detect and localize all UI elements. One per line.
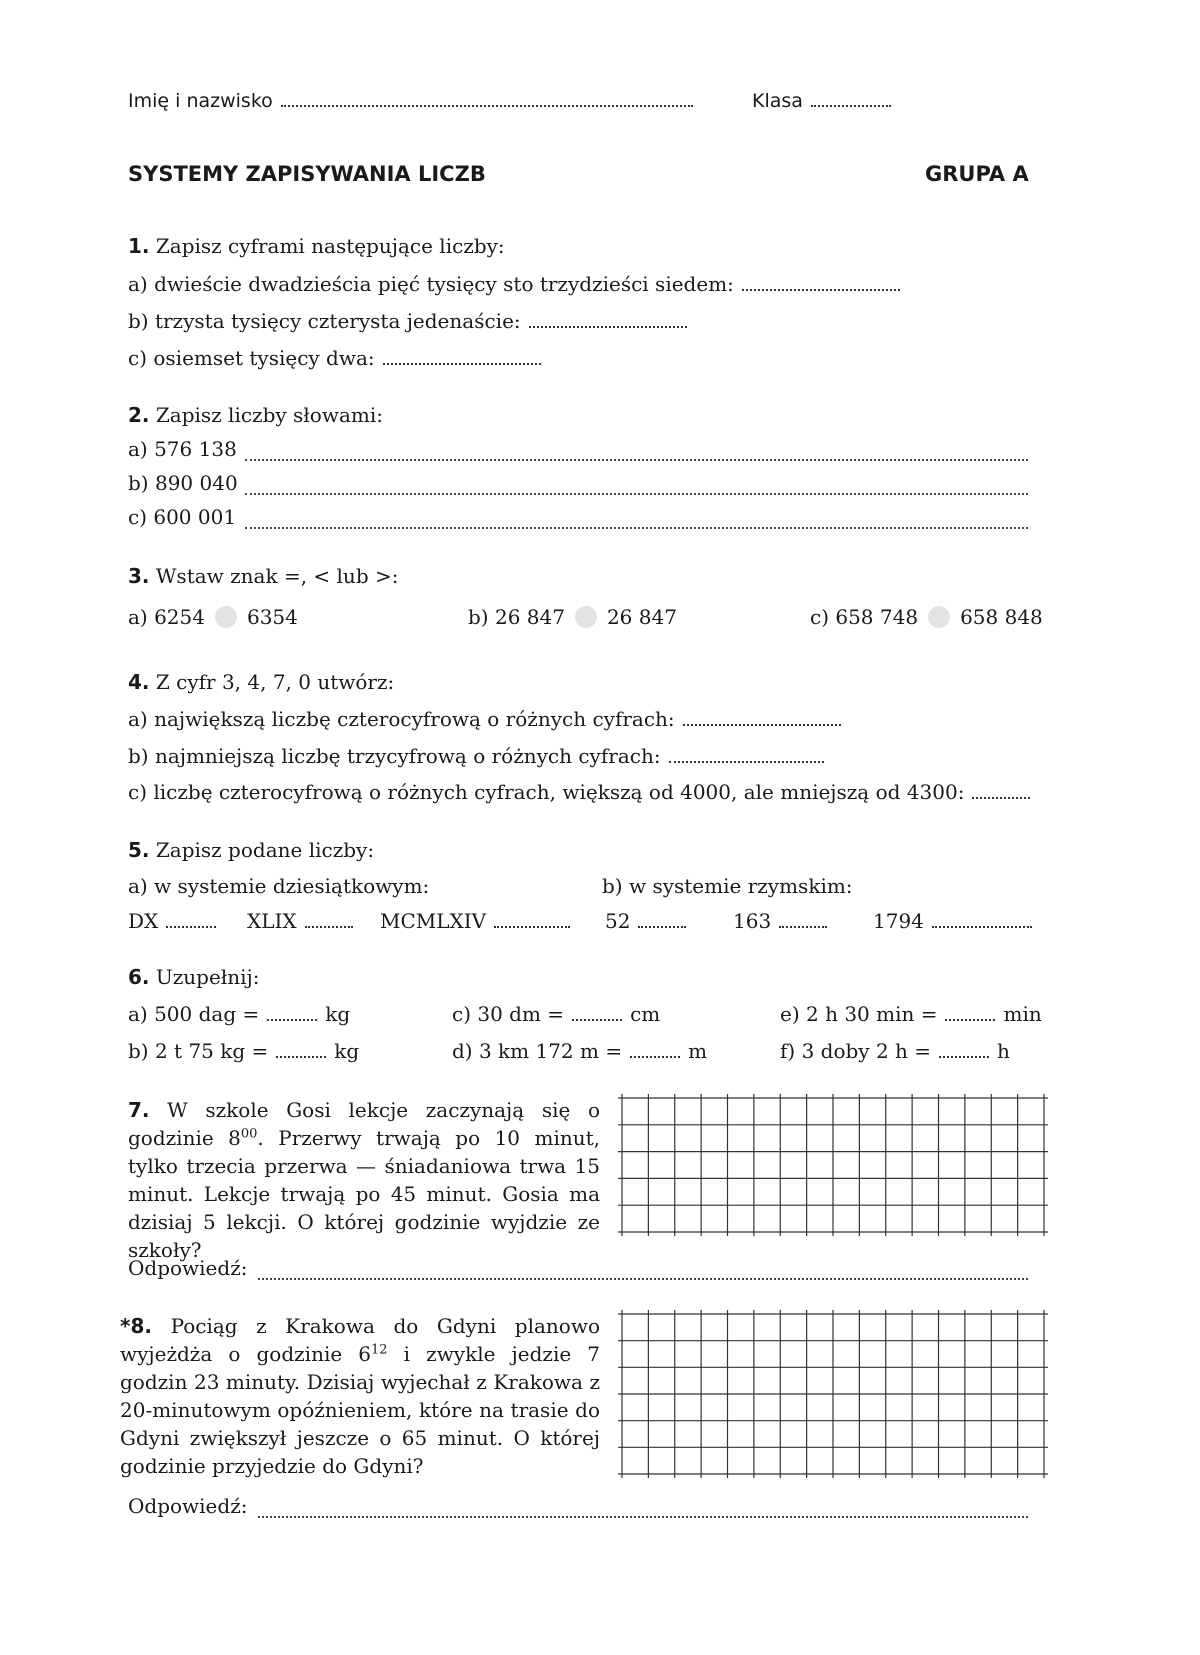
- class-blank[interactable]: [811, 105, 891, 107]
- task-text-part: i zwykle jedzie 7 godzin 23 minuty. Dzisiaj wyjechał z Krakowa z 20-minutowym opóźnieniem, które na trasie do Gdyni zwiększył jeszcze o 65 minut. O której godzinie przyjedzie do Gdyni?: [120, 1342, 600, 1478]
- task-prompt: Wstaw znak =, < lub >:: [155, 564, 399, 588]
- task-text-part: W szkole Gosi lekcje zaczynają się o godzinie 8: [128, 1098, 600, 1150]
- task-4b: [128, 744, 824, 768]
- decimal-item: [733, 909, 827, 933]
- answer-blank[interactable]: [945, 1019, 995, 1021]
- answer-blank[interactable]: [383, 363, 541, 365]
- left-number: a) 6254: [128, 605, 205, 629]
- item-text: a) największą liczbę czterocyfrową o różnych cyfrach:: [128, 707, 675, 731]
- task-prompt: Zapisz liczby słowami:: [155, 403, 383, 427]
- task-number: 7.: [128, 1098, 150, 1122]
- item-text: d) 3 km 172 m =: [452, 1039, 623, 1063]
- answer-blank[interactable]: [494, 926, 570, 928]
- item-text: a) dwieście dwadzieścia pięć tysięcy sto trzydzieści siedem:: [128, 272, 734, 296]
- task-7-text: [128, 1096, 600, 1264]
- item-value: XLIX: [247, 909, 297, 933]
- task-2a: a) 576 138: [128, 437, 237, 461]
- item-text: c) osiemset tysięcy dwa:: [128, 346, 375, 370]
- unit: kg: [325, 1002, 351, 1026]
- task-2c: c) 600 001: [128, 505, 237, 529]
- task-4c: [128, 780, 1030, 804]
- task-1-heading: [128, 234, 505, 258]
- task-prompt: Zapisz podane liczby:: [155, 838, 375, 862]
- answer-line[interactable]: [245, 459, 1028, 461]
- task-number: 2.: [128, 403, 150, 427]
- task-prompt: Z cyfr 3, 4, 7, 0 utwórz:: [155, 670, 395, 694]
- answer-blank[interactable]: [683, 724, 841, 726]
- task-6a: [128, 1002, 350, 1026]
- unit: h: [997, 1039, 1010, 1063]
- answer-blank[interactable]: [939, 1056, 989, 1058]
- right-number: 26 847: [606, 605, 677, 629]
- answer-blank[interactable]: [276, 1056, 326, 1058]
- task-number: 6.: [128, 965, 150, 989]
- answer-line[interactable]: [245, 493, 1028, 495]
- work-grid-8[interactable]: [618, 1310, 1048, 1478]
- task-number: 5.: [128, 838, 150, 862]
- task-4-heading: [128, 670, 394, 694]
- task-4a: [128, 707, 841, 731]
- task-text-part: . Przerwy trwają po 10 minut, tylko trzecia przerwa — śniadaniowa trwa 15 minut. Lekcje trwają po 45 minut. Gosia ma dzisiaj 5 lekcji. O której godzinie wyjdzie ze szkoły?: [128, 1126, 600, 1262]
- class-field: [752, 90, 891, 112]
- item-value: MCMLXIV: [380, 909, 487, 933]
- group-label: GRUPA A: [925, 162, 1029, 186]
- item-text: c) liczbę czterocyfrową o różnych cyfrach, większą od 4000, ale mniejszą od 4300:: [128, 780, 965, 804]
- answer-blank[interactable]: [638, 926, 686, 928]
- task-2b: b) 890 040: [128, 471, 238, 495]
- answer-blank[interactable]: [779, 926, 827, 928]
- item-text: c) 30 dm =: [452, 1002, 565, 1026]
- class-label: Klasa: [752, 90, 803, 112]
- roman-item: [380, 909, 570, 933]
- item-text: a) 500 dag =: [128, 1002, 260, 1026]
- name-field: [128, 90, 693, 112]
- task-8-text: [120, 1312, 600, 1480]
- unit: min: [1003, 1002, 1042, 1026]
- task-5b-label: b) w systemie rzymskim:: [602, 874, 853, 898]
- answer-blank[interactable]: [630, 1056, 680, 1058]
- task-3-heading: [128, 564, 398, 588]
- answer-blank[interactable]: [669, 761, 824, 763]
- task-7-answer-label: Odpowiedź:: [128, 1256, 248, 1280]
- task-3c: [810, 605, 1043, 630]
- answer-blank[interactable]: [572, 1019, 622, 1021]
- task-3a: [128, 605, 298, 630]
- task-5-heading: [128, 838, 374, 862]
- task-1a: [128, 272, 900, 296]
- task-3b: [468, 605, 677, 630]
- item-value: 163: [733, 909, 772, 933]
- task-text-part: Pociąg z Krakowa do Gdyni planowo wyjeżdża o godzinie 6: [120, 1314, 600, 1366]
- name-blank[interactable]: [281, 105, 693, 107]
- item-value: DX: [128, 909, 159, 933]
- answer-blank[interactable]: [972, 797, 1030, 799]
- task-2-heading: [128, 403, 383, 427]
- task-number: 3.: [128, 564, 150, 588]
- roman-item: [247, 909, 353, 933]
- unit: cm: [630, 1002, 661, 1026]
- work-grid-7[interactable]: [618, 1094, 1048, 1236]
- task-6e: [780, 1002, 1042, 1026]
- decimal-item: [873, 909, 1032, 933]
- right-number: 6354: [246, 605, 298, 629]
- superscript: 12: [371, 1342, 388, 1358]
- task-6d: [452, 1039, 707, 1063]
- name-label: Imię i nazwisko: [128, 90, 273, 112]
- task-number: 4.: [128, 670, 150, 694]
- item-text: b) 2 t 75 kg =: [128, 1039, 269, 1063]
- item-text: f) 3 doby 2 h =: [780, 1039, 932, 1063]
- task-1c: [128, 346, 541, 370]
- task-7-answer-line[interactable]: [258, 1278, 1028, 1280]
- item-text: b) trzysta tysięcy czterysta jedenaście:: [128, 309, 521, 333]
- left-number: c) 658 748: [810, 605, 919, 629]
- task-1b: [128, 309, 687, 333]
- task-6c: [452, 1002, 660, 1026]
- roman-item: [128, 909, 216, 933]
- task-prompt: Uzupełnij:: [155, 965, 260, 989]
- left-number: b) 26 847: [468, 605, 565, 629]
- sign-circle[interactable]: [928, 606, 950, 628]
- superscript: 00: [240, 1126, 258, 1142]
- task-number: 1.: [128, 234, 150, 258]
- decimal-item: [605, 909, 686, 933]
- task-5a-label: a) w systemie dziesiątkowym:: [128, 874, 430, 898]
- item-value: 1794: [873, 909, 924, 933]
- answer-blank[interactable]: [529, 326, 687, 328]
- sign-circle[interactable]: [215, 606, 237, 628]
- answer-blank[interactable]: [166, 926, 216, 928]
- item-value: 52: [605, 909, 631, 933]
- sign-circle[interactable]: [575, 606, 597, 628]
- unit: m: [688, 1039, 708, 1063]
- task-prompt: Zapisz cyframi następujące liczby:: [155, 234, 505, 258]
- right-number: 658 848: [960, 605, 1043, 629]
- task-6f: [780, 1039, 1010, 1063]
- task-8-answer-label: Odpowiedź:: [128, 1494, 248, 1518]
- unit: kg: [334, 1039, 360, 1063]
- item-text: b) najmniejszą liczbę trzycyfrową o różnych cyfrach:: [128, 744, 661, 768]
- answer-blank[interactable]: [742, 289, 900, 291]
- task-8-answer-line[interactable]: [258, 1516, 1028, 1518]
- answer-blank[interactable]: [932, 926, 1032, 928]
- answer-line[interactable]: [245, 527, 1028, 529]
- answer-blank[interactable]: [267, 1019, 317, 1021]
- task-6-heading: [128, 965, 260, 989]
- answer-blank[interactable]: [305, 926, 353, 928]
- page-title: SYSTEMY ZAPISYWANIA LICZB: [128, 162, 486, 186]
- task-6b: [128, 1039, 359, 1063]
- item-text: e) 2 h 30 min =: [780, 1002, 938, 1026]
- task-number: *8.: [120, 1314, 152, 1338]
